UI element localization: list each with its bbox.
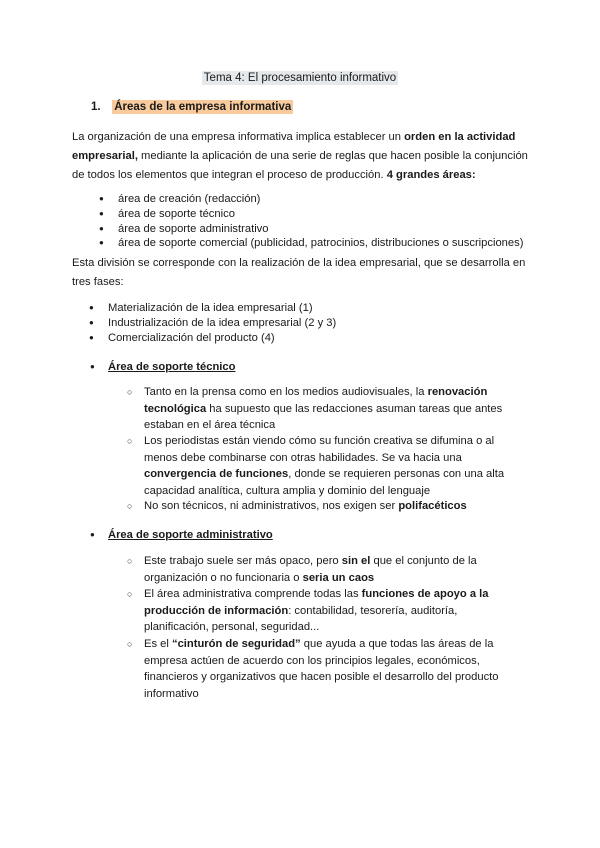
list-item: ● Industrialización de la idea empresarial (2 y 3) [72,316,336,331]
tecnico-item-1 [127,384,507,434]
tecnico-item-3 [127,498,507,515]
tecnico-item-2 [127,433,507,499]
admin-item-3-bold: “cinturón de seguridad” [171,638,301,650]
tecnico-item-2-bold: convergencia de funciones [144,468,289,480]
list-item: ● área de soporte comercial (publicidad, patrocinios, distribuciones o suscripciones) [72,236,523,251]
list-item: ● área de soporte administrativo [72,222,523,237]
administrativo-heading: ● Área de soporte administrativo [90,529,273,541]
phases-list [72,301,336,345]
tecnico-item-3-text-a: No son técnicos, ni administrativos, nos exigen ser [144,500,399,512]
admin-item-1-bold-2: seria un caos [302,571,375,584]
intro-bold-1: orden en la actividad empresarial, [72,131,516,162]
admin-item-1-text-a: Este trabajo suele ser más opaco, pero [144,555,342,567]
admin-item-1-text-c: que el conjunto de la organización o no funcionaria o [144,555,477,584]
tecnico-item-2-text-a: Los periodistas están viendo cómo su función creativa se difumina o al menos debe combinarse con otras habilidades. Se va hacia una [144,435,495,464]
list-item: ● Comercialización del producto (4) [72,331,336,346]
tecnico-item-2-text-c: , donde se requieren personas con una alta capacidad analítica, cultura amplia y dominio del lenguaje [144,468,505,497]
admin-item-3-text-c: que ayuda a que todas las áreas de la empresa actúen de acuerdo con los principios legales, económicos, financieros y organizativos que hacen posible el desarrollo del producto informativo [144,638,499,700]
tecnico-item-1-bold: renovación tecnológica [144,386,488,415]
admin-item-2-text-c: : contabilidad, tesorería, auditoría, planificación, personal, seguridad... [144,604,458,633]
tecnico-heading: ● Área de soporte técnico [90,361,235,373]
tecnico-item-3-bold: polifacéticos [398,500,467,512]
section-heading [91,101,293,113]
areas-list [72,192,523,251]
intro-bold-2: 4 grandes áreas: [386,169,476,181]
page-title-text: Tema 4: El procesamiento informativo [203,72,397,84]
list-item: ● Materialización de la idea empresarial (1) [72,301,336,316]
tecnico-item-1-text-a: Tanto en la prensa como en los medios audiovisuales, la [144,386,428,398]
list-item: ● área de soporte técnico [72,207,523,222]
administrativo-item-3 [127,636,507,702]
section-label: Áreas de la empresa informativa [114,101,292,113]
intro-paragraph [72,128,532,185]
division-paragraph: Esta división se corresponde con la realización de la idea empresarial, que se desarrolla en tres fases: [72,257,526,288]
page-title [0,72,600,84]
administrativo-item-2 [127,586,507,636]
admin-item-2-bold: funciones de apoyo a la producción de información [144,588,489,617]
administrativo-item-1 [127,553,507,586]
section-number: 1. [91,101,101,113]
admin-item-1-bold-1: sin el [341,555,371,567]
intro-text-1: La organización de una empresa informativa implica establecer un [72,131,405,143]
tecnico-item-1-text-c: ha supuesto que las redacciones asuman tareas que antes estaban en el área técnica [144,402,503,431]
list-item: ● área de creación (redacción) [72,192,523,207]
admin-item-3-text-a: Es el [144,638,172,650]
admin-item-2-text-a: El área administrativa comprende todas las [144,588,362,600]
intro-text-2: mediante la aplicación de una serie de reglas que hacen posible la conjunción de todos los elementos que integran el proceso de producción. [72,150,528,181]
